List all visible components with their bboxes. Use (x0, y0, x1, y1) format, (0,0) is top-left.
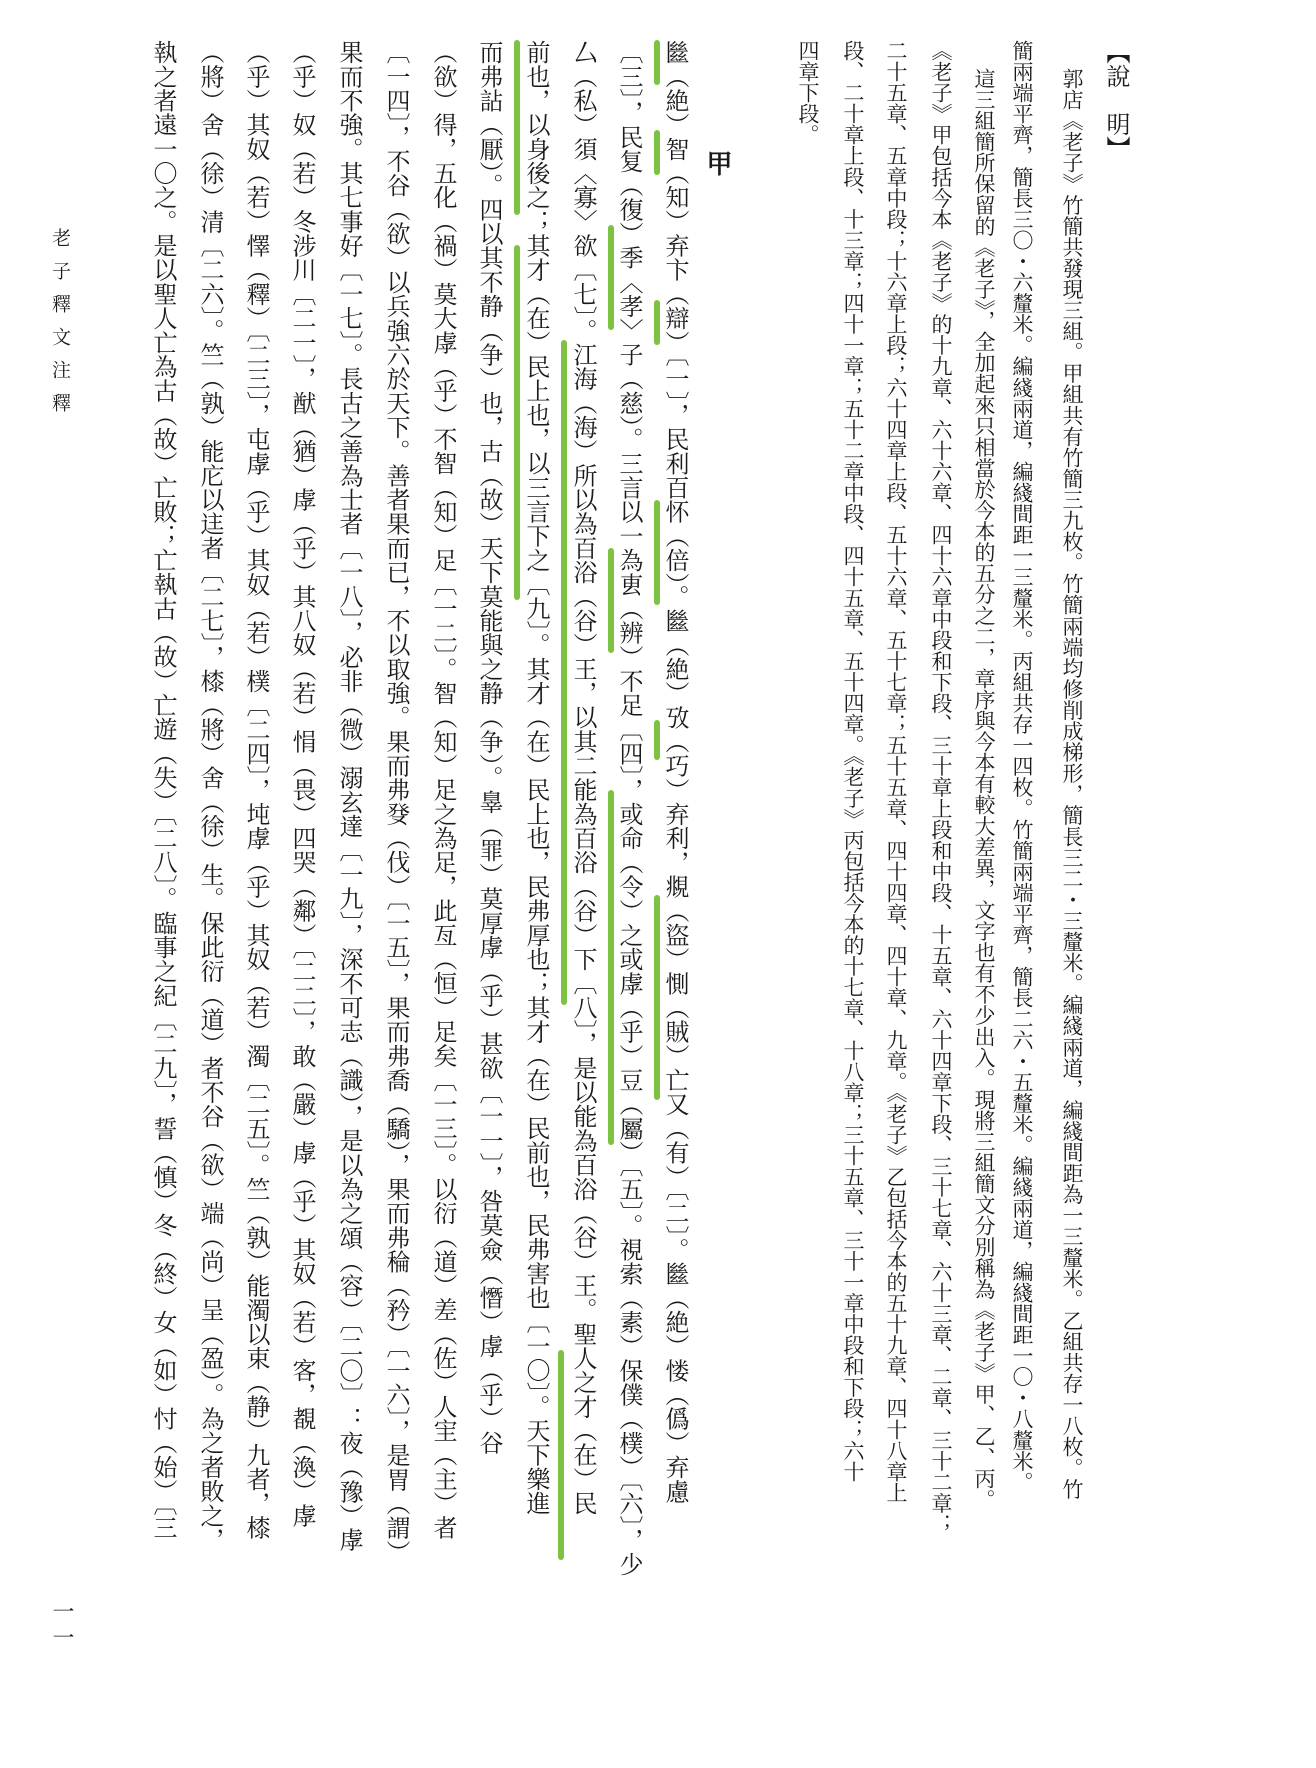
section-heading: 【說 明】 (1102, 40, 1130, 160)
intro-line-7: 四章下段。 (796, 40, 820, 146)
text-column-7: 〔一四〕，不谷（欲）以兵強六於天下。善者果而已，不以取強。果而弗癹（伐）〔一五〕，果而弗喬（驕），果而弗稐（矜）〔一六〕，是胃（謂） (382, 40, 410, 1564)
text-column-11: （將）舍（徐）清〔二六〕。竺（孰）能庀以迬者〔二七〕，㯃（將）舍（徐）生。保此衍（道）者不谷（欲）端（尚）呈（盈）。為之者敗之， (196, 40, 224, 1552)
intro-line-4: 《老子》甲包括今本《老子》的十九章、六十六章、四十六章中段和下段、三十章上段和中段、十五章、六十四章下段、三十七章、六十三章、二章、三十二章； (929, 40, 953, 1535)
highlight-mark (514, 40, 520, 215)
intro-line-3: 這三組簡所保留的《老子》，全加起來只相當於今本的五分之二，章序與今本有較大差異，文字也有不少出入。現將三組簡文分別稱為《老子》甲、乙、丙。 (972, 68, 996, 1510)
highlight-mark (608, 790, 614, 1145)
text-column-9: （乎）奴（若）冬涉川〔二一〕，猷（猶）虖（乎）其八奴（若）悁（畏）四哭（鄰）〔二二〕，敢（嚴）虖（乎）其奴（若）客，覩（渙）虖 (288, 40, 316, 1528)
highlight-mark (561, 340, 567, 1005)
highlight-mark (654, 300, 660, 345)
highlight-mark (654, 130, 660, 175)
highlight-mark (608, 225, 614, 330)
text-column-6: （欲）得，五化（禍）莫大虖（乎）不智（知）足〔一二〕。智（知）足之為足，此亙（恒）足矣〔一三〕。以衍（道）差（佐）人宔（主）者 (429, 40, 457, 1540)
page-number: 一一 (49, 1600, 74, 1652)
text-column-8: 果而不強。其七事好〔一七〕。長古之善為士者〔一八〕，必非（微）溺玄達〔一九〕，深不可志（識），是以為之頌（容）〔二〇〕：夜（豫）虖 (335, 40, 363, 1552)
text-column-12: 執之者遠一〇之。是以聖人亡為古（故）亡敗；亡執古（故）亡遊（失）〔二八〕。臨事之紀〔二九〕，誓（慎）冬（終）女（如）忖（始）〔三 (149, 40, 177, 1540)
section-label: 甲 (702, 150, 732, 176)
highlight-mark (558, 1350, 564, 1560)
highlight-mark (514, 245, 520, 600)
highlight-mark (654, 720, 660, 760)
highlight-mark (654, 40, 660, 85)
text-column-2: 〔三〕，民复（復）季〈孝〉子（慈）。三言以一為叀（辨）不足〔四〕，或命（令）之或虖（乎）豆（屬）〔五〕。視索（素）保僕（樸）〔六〕，少 (615, 40, 643, 1577)
text-column-3: 厶（私）須〈寡〉欲〔七〕。江海（海）所以為百浴（谷）王，以其二能為百浴（谷）下〔八〕，是以能為百浴（谷）王。聖人之才（在）民 (569, 40, 597, 1516)
intro-line-5: 二十五章、五章中段；十六章上段；六十四章上段、五十六章、五十七章；五十五章、四十四章、四十章、九章。《老子》乙包括今本的五十九章、四十八章上 (884, 40, 908, 1503)
highlight-mark (608, 548, 614, 653)
intro-line-1: 郭店《老子》竹簡共發現三組。甲組共有竹簡三九枚。竹簡兩端均修削成梯形，簡長三二・三釐米。編綫兩道，編綫間距為一三釐米。乙組共存一八枚。竹 (1060, 68, 1084, 1500)
highlight-mark (654, 500, 660, 605)
text-column-1: 㡭（絶）智（知）弃卞（辯）〔一〕，民利百怀（倍）。㡭（絶）攷（巧）弃利，覜（盜）惻（賊）亡又（有）〔二〕。㡭（絶）㥪（僞）弃慮 (661, 40, 689, 1504)
text-column-4: 前也，以身後之；其才（在）民上也，以三言下之〔九〕。其才（在）民上也，民弗厚也；其才（在）民前也，民弗害也〔一〇〕。天下樂進 (522, 40, 550, 1516)
running-title: 老子釋文注釋 (49, 228, 71, 426)
text-column-10: （乎）其奴（若）懌（釋）〔二三〕，屯虖（乎）其奴（若）樸〔二四〕，坉虖（乎）其奴（若）濁〔二五〕。竺（孰）能濁以束（静）九者，㯃 (242, 40, 270, 1540)
highlight-mark (654, 895, 660, 1100)
intro-line-6: 段、二十章上段、十三章；四十一章；五十二章中段、四十五章、五十四章。《老子》丙包括今本的十七章、十八章；三十五章、三十一章中段和下段；六十 (841, 40, 865, 1482)
text-column-5: 而弗詀（厭）。四以其不静（争）也，古（故）天下莫能與之静（争）。辠（罪）莫厚虖（乎）甚欲〔一一〕，咎莫僉（憯）虖（乎）谷 (475, 40, 503, 1455)
intro-line-2: 簡兩端平齊，簡長三〇・六釐米。編綫兩道，編綫間距一三釐米。丙組共存一四枚。竹簡兩端平齊，簡長二六・五釐米。編綫兩道，編綫間距一〇・八釐米。 (1010, 40, 1034, 1493)
